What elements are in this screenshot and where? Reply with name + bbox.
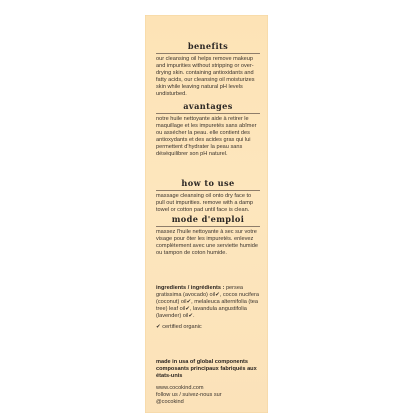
benefits-section xyxy=(156,41,260,99)
avantages-text: notre huile nettoyante aide à retirer le maquillage et les impuretés sans abîmer ou assécher la peau. elle contient des antioxydants et des acides gras qui lui permettent d'hydrater la peau sans déséquilibrer son pH naturel. xyxy=(156,116,257,158)
benefits-text: our cleansing oil helps remove makeup and impurities without stripping or over-drying skin. containing antioxidants and fatty acids, our cleansing oil moisturizes skin while leaving natural pH levels undisturbed. xyxy=(156,56,255,98)
mode-emploi-section xyxy=(156,214,260,257)
mode-emploi-heading: mode d'emploi xyxy=(156,214,260,227)
benefits-heading: benefits xyxy=(156,41,260,54)
ingredients-label: ingredients / ingrédients : xyxy=(156,285,225,291)
ingredients-paragraph xyxy=(156,285,260,320)
avantages-heading: avantages xyxy=(156,101,260,114)
ingredients-list: persea gratissima (avocado) oil✔, cocos nucifera (coconut) oil✔, melaleuca alternifolia (tea tree) leaf oil✔, lavandula angustifolia (lavender) oil✔. xyxy=(156,285,259,320)
product-label-panel xyxy=(145,15,268,413)
avantages-section xyxy=(156,101,260,159)
how-to-use-text: massage cleansing oil onto dry face to pull out impurities. remove with a damp towel or cotton pad until face is clean. xyxy=(156,193,254,214)
follow-us-text: follow us / suivez-nous sur xyxy=(156,392,222,399)
composants-fabriques: composants principaux fabriqués aux états-unis xyxy=(156,366,257,380)
how-to-use-section xyxy=(156,178,260,214)
mode-emploi-text: massez l'huile nettoyante à sec sur votre visage pour ôter les impuretés. enlevez complètement avec une serviette humide ou tampon de coton humide. xyxy=(156,229,258,257)
how-to-use-heading: how to use xyxy=(156,178,260,191)
social-handle[interactable]: @cocokind xyxy=(156,399,184,406)
ingredients-section xyxy=(156,285,260,332)
certified-organic-note: ✔ certified organic xyxy=(156,324,202,331)
website-link[interactable]: www.cocokind.com xyxy=(156,385,204,392)
made-in-usa: made in usa of global components xyxy=(156,359,248,365)
footer-section xyxy=(156,359,260,407)
